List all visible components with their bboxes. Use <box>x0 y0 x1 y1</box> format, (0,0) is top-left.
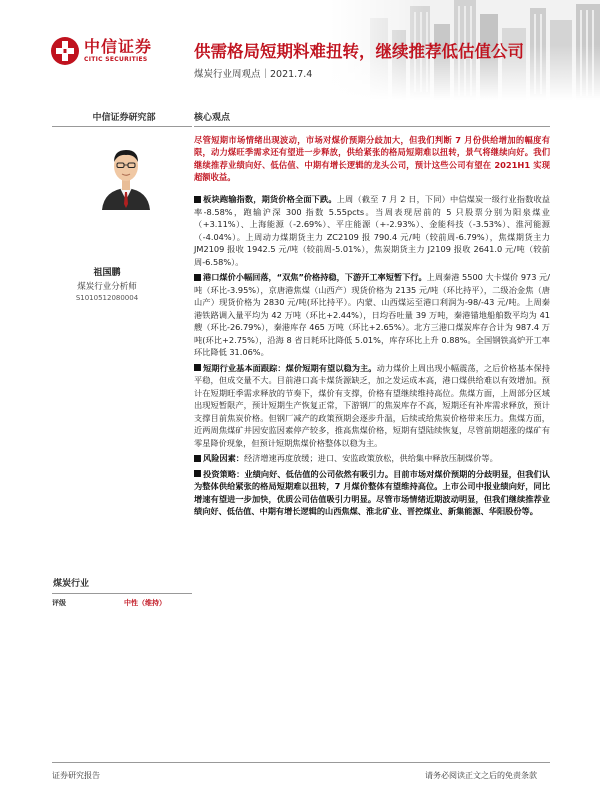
report-header <box>0 0 600 100</box>
section-port-prices <box>194 271 550 359</box>
core-view-summary: 尽管短期市场情绪出现波动，市场对煤价预期分歧加大，但我们判断 7 月份供给增加的幅度有限，动力煤旺季需求还有望进一步释放，供给紧张的格局短期难以扭转，景气将继续向好。我们继续推荐业绩向好、低估值、中期有增长逻辑的龙头公司，预计这些公司有望在 2021H1 实现超额收益。 <box>194 135 550 182</box>
section-body: 动力煤价上周出现小幅震荡，之后价格基本保持平稳，但成交量不大。目前港口高卡煤货源缺乏，加之发运成本高，港口煤供给难以有效增加。预计在短期旺季需求释放的节奏下，煤价有支撑，价格有望继续维持高位。焦煤方面，上周部分区域出现短暂限产，预计短期生产恢复正常，下游钢厂的焦炭库存不高，短期还有补库需求释放，预计支撑目前焦炭价格。但钢厂减产的政策预期会逐步升温，后续或给焦炭价格带来压力。焦煤方面，近两周焦煤矿井因安监因素停产较多，推高焦煤价格，短期有望陆续恢复，尽管前期超涨的煤矿有零星降价现象，但预计短期焦煤价格整体以稳为主。 <box>194 362 550 448</box>
rating-value: 中性（维持） <box>124 599 166 607</box>
rating-key: 评级 <box>52 599 66 607</box>
citic-logo-mark-icon <box>50 36 80 66</box>
section-lead: 风险因素： <box>203 453 244 463</box>
rating-row <box>52 598 192 608</box>
footer-report-type: 证券研究报告 <box>52 771 100 780</box>
analyst-title: 煤炭行业分析师 <box>77 282 137 292</box>
logo-english-text: CITIC SECURITIES <box>84 56 148 63</box>
research-dept-label: 中信证券研究部 <box>92 113 156 123</box>
section-fundamentals <box>194 362 550 450</box>
bullet-square-icon <box>194 274 201 281</box>
logo-chinese-text: 中信证券 <box>84 37 153 56</box>
report-subtitle: 煤炭行业周观点｜2021.7.4 <box>194 69 313 80</box>
section-lead: 港口煤价小幅回落，“双焦”价格持稳，下游开工率短暂下行。 <box>203 272 427 282</box>
section-body: 经济增速再度放缓；进口、安监政策放松，供给集中释放压制煤价等。 <box>243 453 498 463</box>
industry-rating-block <box>52 576 192 608</box>
bullet-square-icon <box>194 196 201 203</box>
footer-disclaimer: 请务必阅读正文之后的免责条款 <box>425 771 537 780</box>
right-divider <box>194 126 550 127</box>
footer-divider <box>52 762 550 763</box>
section-lead: 板块跑输指数，期货价格全面下跌。 <box>203 194 337 204</box>
industry-divider <box>52 593 192 594</box>
section-investment-strategy <box>194 468 550 518</box>
sections-list <box>194 193 550 521</box>
citic-logo <box>50 36 152 66</box>
section-sector-performance <box>194 193 550 268</box>
bullet-square-icon <box>194 455 201 462</box>
bullet-square-icon <box>194 470 201 477</box>
section-body: 上周（截至 7 月 2 日，下同）中信煤炭一级行业指数收益率-8.58%，跑输沪深 300 指数 5.55pcts。当周表现居前的 5 只股票分别为阳泉煤业（+3.11%）、上海能源（-2.69%）、平庄能源（+-2.93%）、金能科技（-3.53%）、淮河能源（-4.04%）。上周动力煤期货主力 ZC2109 报 790.4 元/吨（较前周-6.79%），焦煤期货主力 JM2109 报收 1942.5 元/吨（较前周-5.01%），焦炭期货主力 J2109 报收 2641.0 元/吨（较前周-6.58%）。 <box>194 194 550 267</box>
analyst-license-id: S1010512080004 <box>75 294 139 302</box>
section-body: 上周秦港 5500 大卡煤价 973 元/吨（环比-3.95%），京唐港焦煤（山西产）现货价格为 2135 元/吨（环比持平），二级冶金焦（唐山产）现货价格为 2830 元/吨(环比持平）。内蒙、山西煤运至港口利润为-98/-43 元/吨。上周秦港铁路调入量平均为 42 万吨（环比+2.44%），日均吞吐量 39 万吨，秦港锚地船舶数平均为 41 艘（环比-26.79%），秦港库存 465 万吨（环比+2.65%）。北方三港口煤炭库存合计为 987.4 万吨(环比+2.75%），沿海 8 省日耗环比降低 5.01%，库存环比上升 0.88%。全国钢铁高炉开工率环比降低 31.06%。 <box>194 272 551 357</box>
report-title: 供需格局短期料难扭转，继续推荐低估值公司 <box>194 42 524 61</box>
section-lead: 投资策略：业绩向好、低估值的公司依然有吸引力。 <box>203 468 394 479</box>
analyst-name: 祖国鹏 <box>93 268 121 278</box>
analyst-photo <box>96 138 156 210</box>
section-risk-factors <box>194 452 550 465</box>
industry-label: 煤炭行业 <box>53 579 90 589</box>
section-lead: 短期行业基本面跟踪：煤价短期有望以稳为主。 <box>203 362 377 373</box>
section-body: 目前市场对煤价预期的分歧明显，但我们认为整体供给紧张的格局短期难以扭转，7 月煤价整体有望维持高位。上市公司中报业绩向好，同比增速有望进一步加快，优质公司估值吸引力明显。尽管市场情绪近期波动明显，但我们继续推荐业绩向好、低估值、中期有增长逻辑的山西焦煤、淮北矿业、晋控煤业、新集能源、华阳股份等。 <box>194 468 550 516</box>
bullet-square-icon <box>194 364 201 371</box>
left-divider <box>52 126 192 127</box>
core-view-label: 核心观点 <box>194 113 231 123</box>
